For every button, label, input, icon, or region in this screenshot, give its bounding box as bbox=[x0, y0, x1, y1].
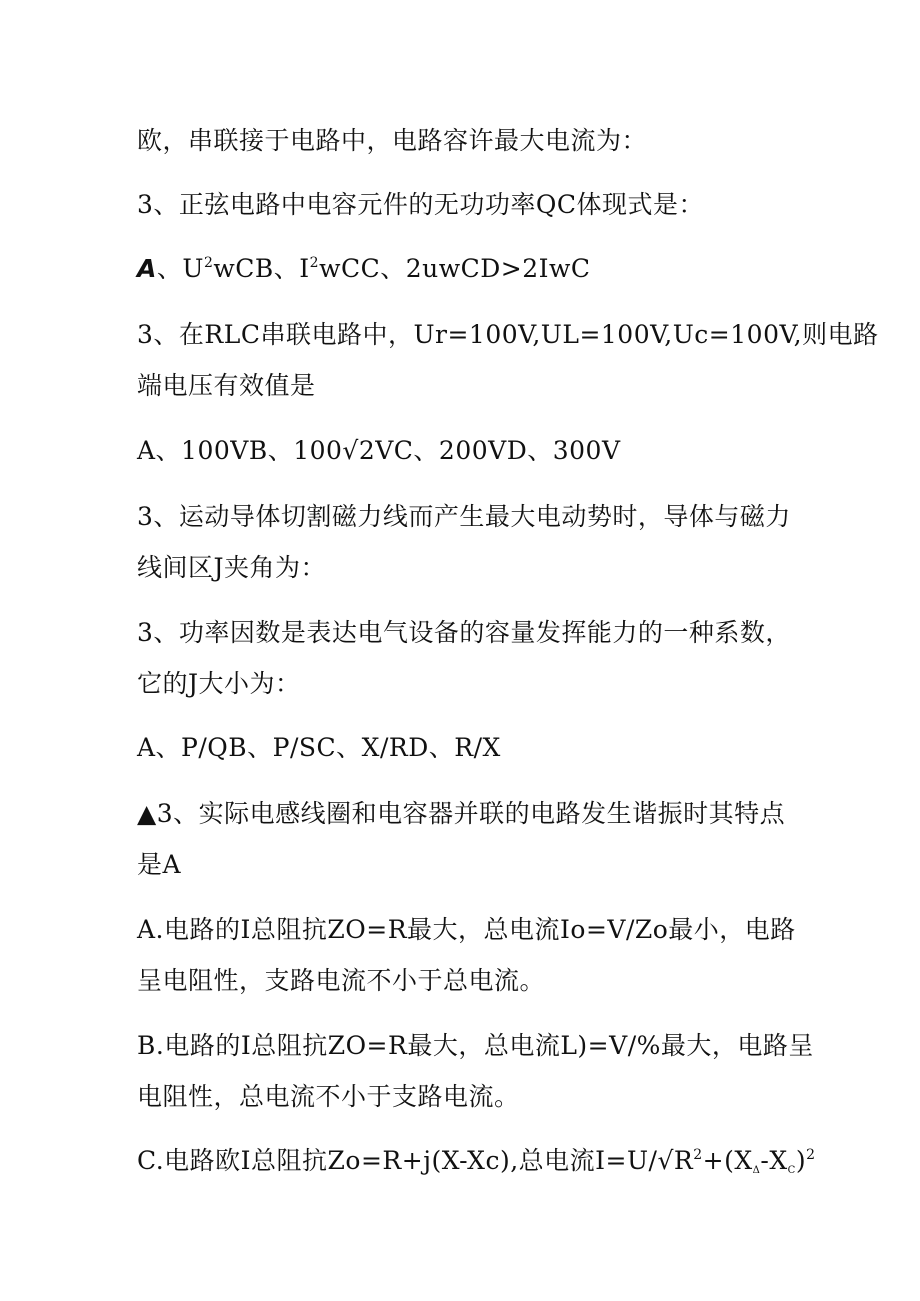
choice-b-text: B.电路的I总阻抗ZO=R最大，总电流L)=V/%最大，电路呈 bbox=[137, 1031, 814, 1060]
question-3-text: 3、在RLC串联电路中，Ur=100V,UL=100V,Uc=100V,则电路 bbox=[137, 320, 879, 349]
choice-a-text-cont: 呈电阻性，支路电流不小于总电流。 bbox=[137, 966, 546, 995]
superscript: 2 bbox=[309, 255, 320, 271]
question-3-text-cont: 它的J大小为： bbox=[137, 669, 301, 698]
formula-text: ) bbox=[795, 1146, 807, 1175]
subscript: C bbox=[787, 1165, 796, 1176]
question-3-text: ▲3、实际电感线圈和电容器并联的电路发生谐振时其特点 bbox=[137, 799, 786, 828]
question-3-text-cont: 线间区J夹角为： bbox=[137, 553, 327, 582]
option-text: wCB、I bbox=[213, 254, 310, 283]
option-a-label: A bbox=[137, 254, 157, 283]
answer-options-line: A、P/QB、P/SC、X/RD、R/X bbox=[137, 733, 501, 762]
superscript: 2 bbox=[693, 1147, 703, 1163]
choice-b-text-cont: 电阻性，总电流不小于支路电流。 bbox=[137, 1082, 520, 1111]
choice-a-text: A.电路的I总阻抗ZO=R最大，总电流Io=V/Zo最小，电路 bbox=[137, 915, 796, 944]
formula-text: -X bbox=[760, 1146, 788, 1175]
subscript: Δ bbox=[752, 1165, 761, 1176]
question-3-text-cont: 端电压有效值是 bbox=[137, 371, 316, 400]
question-3-text-cont: 是A bbox=[137, 850, 182, 879]
question-3-text: 3、运动导体切割磁力线而产生最大电动势时，导体与磁力 bbox=[137, 502, 791, 531]
text-line: 欧，串联接于电路中，电路容许最大电流为： bbox=[137, 126, 648, 155]
choice-c-text bbox=[137, 1146, 880, 1176]
formula-text: +(X bbox=[702, 1146, 753, 1175]
answer-options-line: A、100VB、100√2VC、200VD、300V bbox=[137, 436, 621, 465]
question-3-text: 3、正弦电路中电容元件的无功功率QC体现式是： bbox=[137, 190, 705, 219]
formula-text: C.电路欧I总阻抗Zo=R+j(X-Xc),总电流I=U/√R bbox=[137, 1146, 694, 1175]
superscript: 2 bbox=[203, 255, 214, 271]
option-text: wCC、2uwCD>2IwC bbox=[319, 254, 591, 283]
answer-options-line bbox=[137, 254, 880, 284]
question-3-text: 3、功率因数是表达电气设备的容量发挥能力的一种系数， bbox=[137, 618, 791, 647]
superscript: 2 bbox=[806, 1147, 816, 1163]
option-text: 、U bbox=[156, 254, 204, 283]
